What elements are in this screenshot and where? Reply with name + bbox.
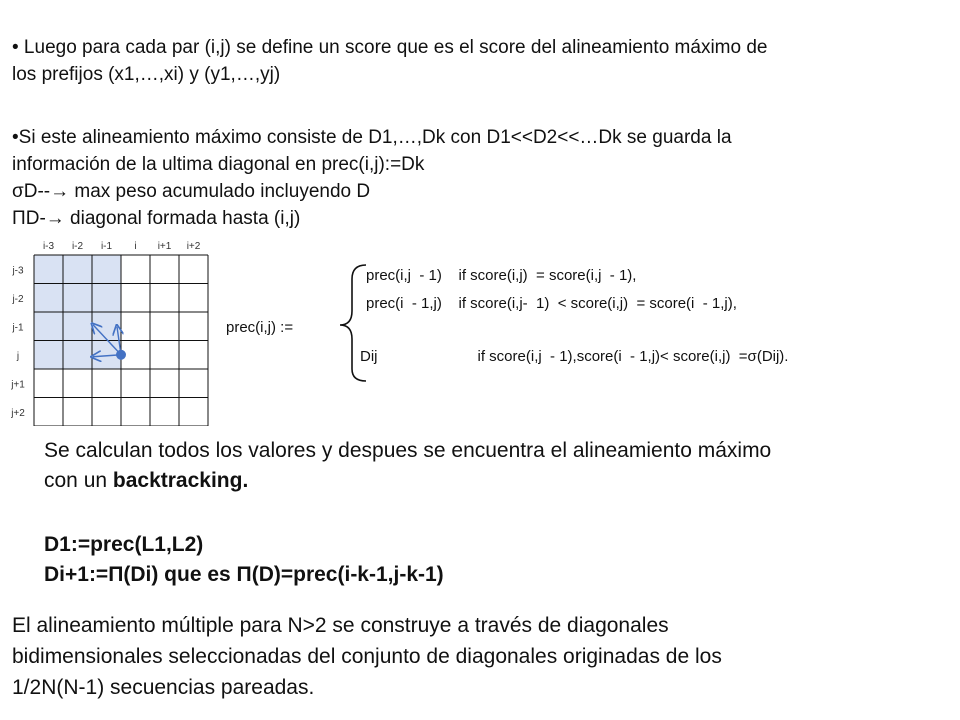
column-label: i-2 bbox=[71, 241, 84, 252]
pi-prefix: ΠD- bbox=[12, 208, 46, 229]
text-line: El alineamiento múltiple para N>2 se construye a través de diagonales bbox=[12, 614, 669, 637]
row-label: j+1 bbox=[11, 379, 25, 391]
formula-case-2: prec(i - 1,j) if score(i,j- 1) < score(i,j) = score(i - 1,j), bbox=[366, 295, 737, 312]
multiple-alignment-paragraph bbox=[12, 610, 932, 703]
shaded-cell bbox=[92, 255, 121, 284]
formula-lhs: prec(i,j) := bbox=[226, 319, 294, 336]
shaded-cell bbox=[34, 284, 63, 313]
di-definition: Di+1:=Π(Di) que es Π(D)=prec(i-k-1,j-k-1) bbox=[44, 563, 444, 586]
bullet-prefix-score bbox=[12, 34, 892, 88]
text-line: bidimensionales seleccionadas del conjunto de diagonales originadas de los bbox=[12, 645, 722, 668]
bullet-line: • Luego para cada par (i,j) se define un score que es el score del alineamiento máximo de bbox=[12, 37, 768, 58]
sigma-definition bbox=[12, 178, 892, 205]
right-arrow-icon: → bbox=[45, 208, 65, 229]
text-line: Se calculan todos los valores y despues se encuentra el alineamiento máximo bbox=[44, 439, 772, 462]
text-fragment: con un bbox=[44, 469, 113, 492]
shaded-cell bbox=[92, 312, 121, 341]
column-label: i+1 bbox=[157, 241, 172, 252]
prec-formula bbox=[220, 255, 940, 395]
grid-svg bbox=[0, 236, 220, 426]
right-arrow-icon: → bbox=[50, 181, 70, 202]
current-cell-dot bbox=[116, 350, 126, 360]
column-label: i-1 bbox=[100, 241, 113, 252]
backtracking-paragraph bbox=[44, 436, 924, 496]
formula-case-1: prec(i,j - 1) if score(i,j) = score(i,j - 1), bbox=[366, 267, 637, 284]
column-label: i bbox=[134, 241, 137, 252]
shaded-cell bbox=[63, 255, 92, 284]
backtracking-term: backtracking. bbox=[112, 469, 249, 492]
pi-definition bbox=[12, 205, 892, 232]
column-label: i-3 bbox=[42, 241, 55, 252]
shaded-cell bbox=[63, 341, 92, 370]
column-label: i+2 bbox=[186, 241, 201, 252]
bullet-line: •Si este alineamiento máximo consiste de D1,…,Dk con D1<<D2<<…Dk se guarda la bbox=[12, 127, 732, 148]
shaded-cell bbox=[34, 341, 63, 370]
text-line: 1/2N(N-1) secuencias pareadas. bbox=[12, 676, 315, 699]
left-brace-icon bbox=[330, 263, 370, 383]
d1-definition: D1:=prec(L1,L2) bbox=[44, 533, 204, 556]
bullet-line: información de la ultima diagonal en prec(i,j):=Dk bbox=[12, 154, 425, 175]
bullet-max-alignment bbox=[12, 124, 892, 232]
recurrence-block bbox=[44, 530, 924, 590]
bullet-line: los prefijos (x1,…,xi) y (y1,…,yj) bbox=[12, 64, 281, 85]
row-label: j-1 bbox=[12, 322, 24, 334]
diagonal-grid-diagram bbox=[0, 236, 220, 426]
formula-case-3: Dij if score(i,j - 1),score(i - 1,j)< score(i,j) =σ(Dij). bbox=[360, 348, 789, 365]
shaded-cell bbox=[63, 284, 92, 313]
shaded-cell bbox=[34, 255, 63, 284]
shaded-cell bbox=[34, 312, 63, 341]
row-label: j bbox=[16, 350, 20, 362]
pi-text: diagonal formada hasta (i,j) bbox=[64, 208, 301, 229]
row-label: j+2 bbox=[11, 407, 25, 419]
shaded-cell bbox=[63, 312, 92, 341]
row-label: j-2 bbox=[12, 293, 24, 305]
row-label: j-3 bbox=[12, 265, 24, 277]
sigma-prefix: σD-- bbox=[12, 181, 51, 202]
text-line bbox=[44, 466, 924, 496]
shaded-cell bbox=[92, 284, 121, 313]
sigma-text: max peso acumulado incluyendo D bbox=[69, 181, 371, 202]
grid-layer bbox=[10, 241, 208, 426]
